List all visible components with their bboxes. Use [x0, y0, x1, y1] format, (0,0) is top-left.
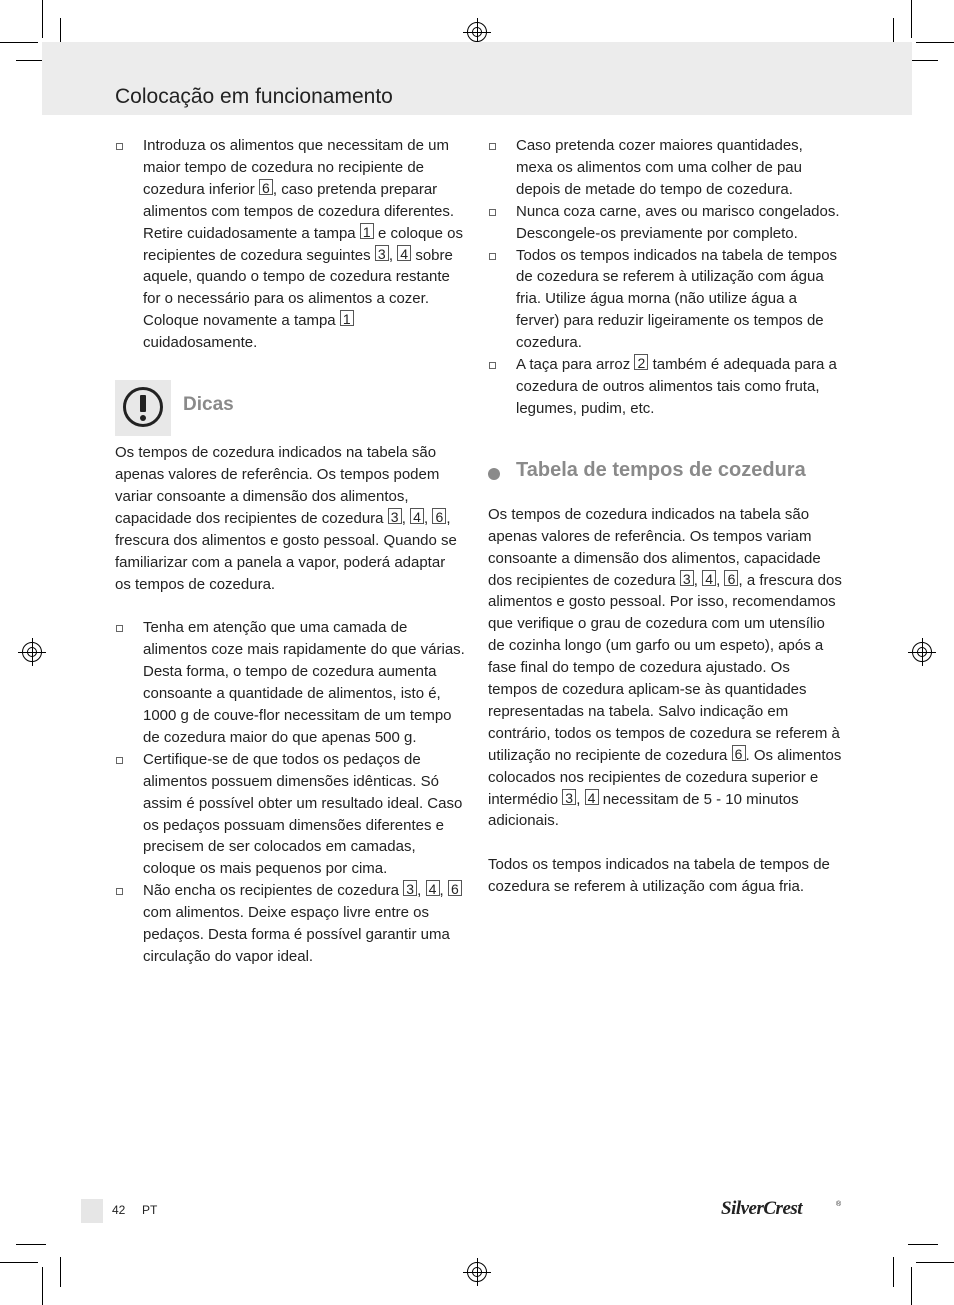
crop-mark [0, 42, 38, 43]
section-title: Tabela de tempos de cozedura [516, 458, 806, 481]
page-number-box [81, 1199, 103, 1223]
list-item: A taça para arroz 2 também é adequada para a cozedura de outros alimentos tais como fruta, legumes, pudim, etc. [488, 354, 843, 420]
part-ref: 6 [724, 570, 738, 586]
crop-mark [916, 42, 954, 43]
cold-water-paragraph: Todos os tempos indicados na tabela de tempos de cozedura se referem à utilização com água fria. [488, 856, 830, 896]
part-ref: 3 [562, 789, 576, 805]
registration-mark-icon [22, 642, 42, 662]
bullet-square-icon [489, 143, 496, 150]
part-ref: 2 [634, 354, 648, 370]
right-column [488, 135, 843, 898]
page-title: Colocação em funcionamento [115, 85, 393, 108]
registration-mark-icon [912, 642, 932, 662]
page-number: 42 [112, 1203, 126, 1217]
tips-title: Dicas [183, 394, 234, 416]
registration-mark-icon [467, 1262, 487, 1282]
list-item: Todos os tempos indicados na tabela de tempos de cozedura se referem à utilização com água fria. Utilize água morna (não utilize água a ferver) para reduzir ligeiramente os tempos de cozedura. [488, 245, 843, 355]
tips-paragraph: Os tempos de cozedura indicados na tabela são apenas valores de referência. Os tempos podem variar consoante a dimensão dos alimentos, capacidade dos recipientes de cozedura 3 , 4 , 6 , frescura dos alimentos e gosto pessoal. Quando se familiarizar com a panela a vapor, poderá adaptar os tempos de cozedura. [115, 444, 457, 593]
registration-mark-icon [467, 22, 487, 42]
bullet-square-icon [489, 362, 496, 369]
list-item: Certifique-se de que todos os pedaços de alimentos possuem dimensões idênticas. Só assim é possível obter um resultado ideal. Caso os pedaços possuam dimensões diferentes e precisem de ser colocados em camadas, coloque os mais pequenos por cima. [115, 749, 465, 880]
part-ref: 3 [375, 245, 389, 261]
crop-mark [60, 1257, 61, 1287]
list-item: Introduza os alimentos que necessitam de um maior tempo de cozedura no recipiente de cozedura inferior 6 , caso pretenda preparar alimentos com tempos de cozedura diferentes. Retire cuidadosamente a tampa 1 e coloque os recipientes de cozedura seguintes 3 , 4 sobre aquele, quando o tempo de cozedura restante for o necessário para os alimentos a cozer. Coloque novamente a tampa 1 cuidadosamente. [115, 135, 465, 354]
part-ref: 4 [410, 508, 424, 524]
bullet-square-icon [116, 143, 123, 150]
crop-mark [16, 1244, 46, 1245]
brand-logo: SilverCrest [721, 1198, 803, 1219]
part-ref: 3 [388, 508, 402, 524]
language-code: PT [142, 1203, 158, 1217]
part-ref: 6 [448, 880, 462, 896]
crop-mark [911, 1267, 912, 1305]
crop-mark [42, 1267, 43, 1305]
tips-heading [115, 380, 465, 436]
left-column [115, 135, 465, 968]
part-ref: 6 [259, 179, 273, 195]
crop-mark [42, 0, 43, 38]
crop-mark [0, 1262, 38, 1263]
section-heading [488, 460, 843, 490]
trademark-symbol: ® [836, 1201, 842, 1208]
bullet-square-icon [489, 209, 496, 216]
list-item: Nunca coza carne, aves ou marisco congelados. Descongele-os previamente por completo. [488, 201, 843, 245]
list-item: Tenha em atenção que uma camada de alimentos coze mais rapidamente do que várias. Desta forma, o tempo de cozedura aumenta consoante a quantidade de alimentos, isto é, 1000 g de couve-flor necessitam de um tempo de cozedura maior do que apenas 500 g. [115, 617, 465, 748]
part-ref: 6 [432, 508, 446, 524]
crop-mark [916, 1262, 954, 1263]
part-ref: 1 [360, 223, 374, 239]
part-ref: 4 [397, 245, 411, 261]
section-bullet-icon [488, 468, 500, 480]
crop-mark [893, 1257, 894, 1287]
bullet-square-icon [489, 253, 496, 260]
table-intro-paragraph: Os tempos de cozedura indicados na tabela são apenas valores de referência. Os tempos variam consoante a dimensão dos alimentos, capacidade dos recipientes de cozedura 3 , 4 , 6 , a frescura dos alimentos e gosto pessoal. Por isso, recomendamos que verifique o grau de cozedura com um utensílio de cozinha longo (um garfo ou um espeto), após a fase final do tempo de cozedura ajustado. Os tempos de cozedura aplicam-se às quantidades representadas na tabela. Salvo indicação em contrário, todos os tempos de cozedura se referem à utilização no recipiente de cozedura 6 . Os alimentos colocados nos recipientes de cozedura superior e intermédio 3 , 4 necessitam de 5 - 10 minutos adicionais. [488, 505, 842, 830]
part-ref: 3 [403, 880, 417, 896]
crop-mark [908, 1244, 938, 1245]
list-item: Não encha os recipientes de cozedura 3 , 4 , 6 com alimentos. Deixe espaço livre entre os pedaços. Desta forma é possível garantir uma circulação do vapor ideal. [115, 880, 465, 968]
crop-mark [911, 0, 912, 38]
bullet-square-icon [116, 888, 123, 895]
part-ref: 4 [702, 570, 716, 586]
part-ref: 6 [732, 745, 746, 761]
list-item: Caso pretenda cozer maiores quantidades, mexa os alimentos com uma colher de pau depois de metade do tempo de cozedura. [488, 135, 843, 201]
bullet-square-icon [116, 625, 123, 632]
part-ref: 4 [426, 880, 440, 896]
crop-mark [908, 60, 938, 61]
part-ref: 3 [680, 570, 694, 586]
bullet-square-icon [116, 757, 123, 764]
exclamation-icon [115, 380, 171, 436]
part-ref: 1 [340, 310, 354, 326]
part-ref: 4 [585, 789, 599, 805]
